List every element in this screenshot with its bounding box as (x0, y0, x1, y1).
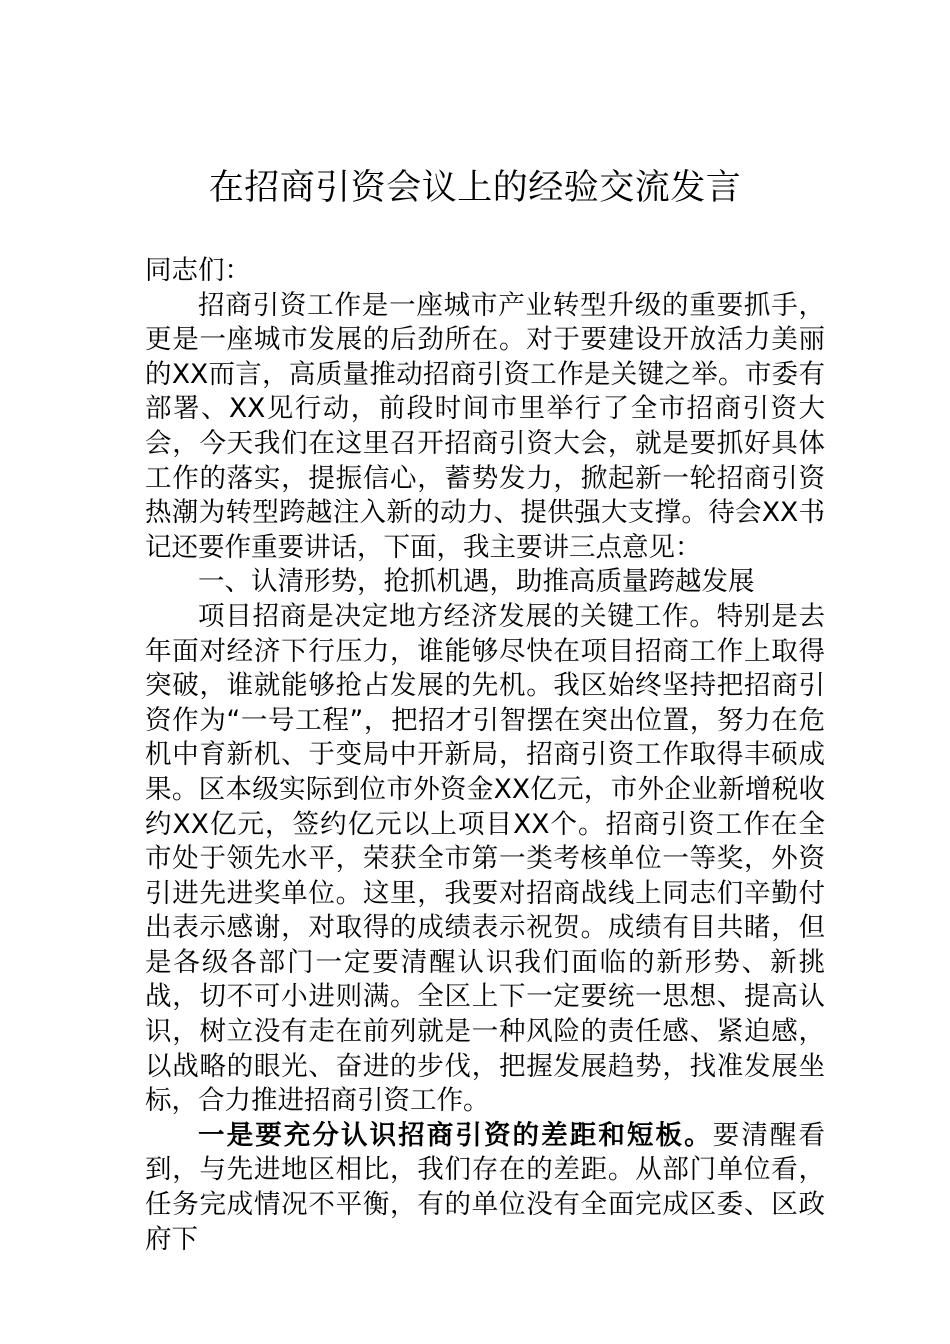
section-heading: 一、认清形势，抢抓机遇，助推高质量跨越发展 (198, 566, 755, 598)
paragraph-point-one (145, 1119, 825, 1257)
document-body (145, 254, 825, 1257)
document-title: 在招商引资会议上的经验交流发言 (208, 168, 742, 208)
point-one-text: 要清醒看到，与先进地区相比，我们存在的差距。从部门单位看，任务完成情况不平衡，有的单位没有全面完成区委、区政府下 (145, 1119, 826, 1255)
salutation: 同志们： (145, 255, 251, 286)
point-one-lead: 一是要充分认识招商引资的差距和短板。 (198, 1119, 713, 1151)
paragraph-intro: 招商引资工作是一座城市产业转型升级的重要抓手，更是一座城市发展的后劲所在。对于要建设开放活力美丽的XX而言，高质量推动招商引资工作是关键之举。市委有部署、XX见行动，前段时间市里举行了全市招商引资大会，今天我们在这里召开招商引资大会，就是要抓好具体工作的落实，提振信心，蓄势发力，掀起新一轮招商引资热潮为转型跨越注入新的动力、提供强大支撑。待会XX书记还要作重要讲话，下面，我主要讲三点意见： (145, 289, 825, 563)
paragraph-project: 项目招商是决定地方经济发展的关键工作。特别是去年面对经济下行压力，谁能够尽快在项目招商工作上取得突破，谁就能够抢占发展的先机。我区始终坚持把招商引资作为“一号工程”，把招才引智摆在突出位置，努力在危机中育新机、于变局中开新局，招商引资工作取得丰硕成果。区本级实际到位市外资金XX亿元，市外企业新增税收约XX亿元，签约亿元以上项目XX个。招商引资工作在全市处于领先水平，荣获全市第一类考核单位一等奖，外资引进先进奖单位。这里，我要对招商战线上同志们辛勤付出表示感谢，对取得的成绩表示祝贺。成绩有目共睹，但是各级各部门一定要清醒认识我们面临的新形势、新挑战，切不可小进则满。全区上下一定要统一思想、提高认识，树立没有走在前列就是一种风险的责任感、紧迫感，以战略的眼光、奋进的步伐，把握发展趋势，找准发展坐标，合力推进招商引资工作。 (145, 600, 825, 1117)
